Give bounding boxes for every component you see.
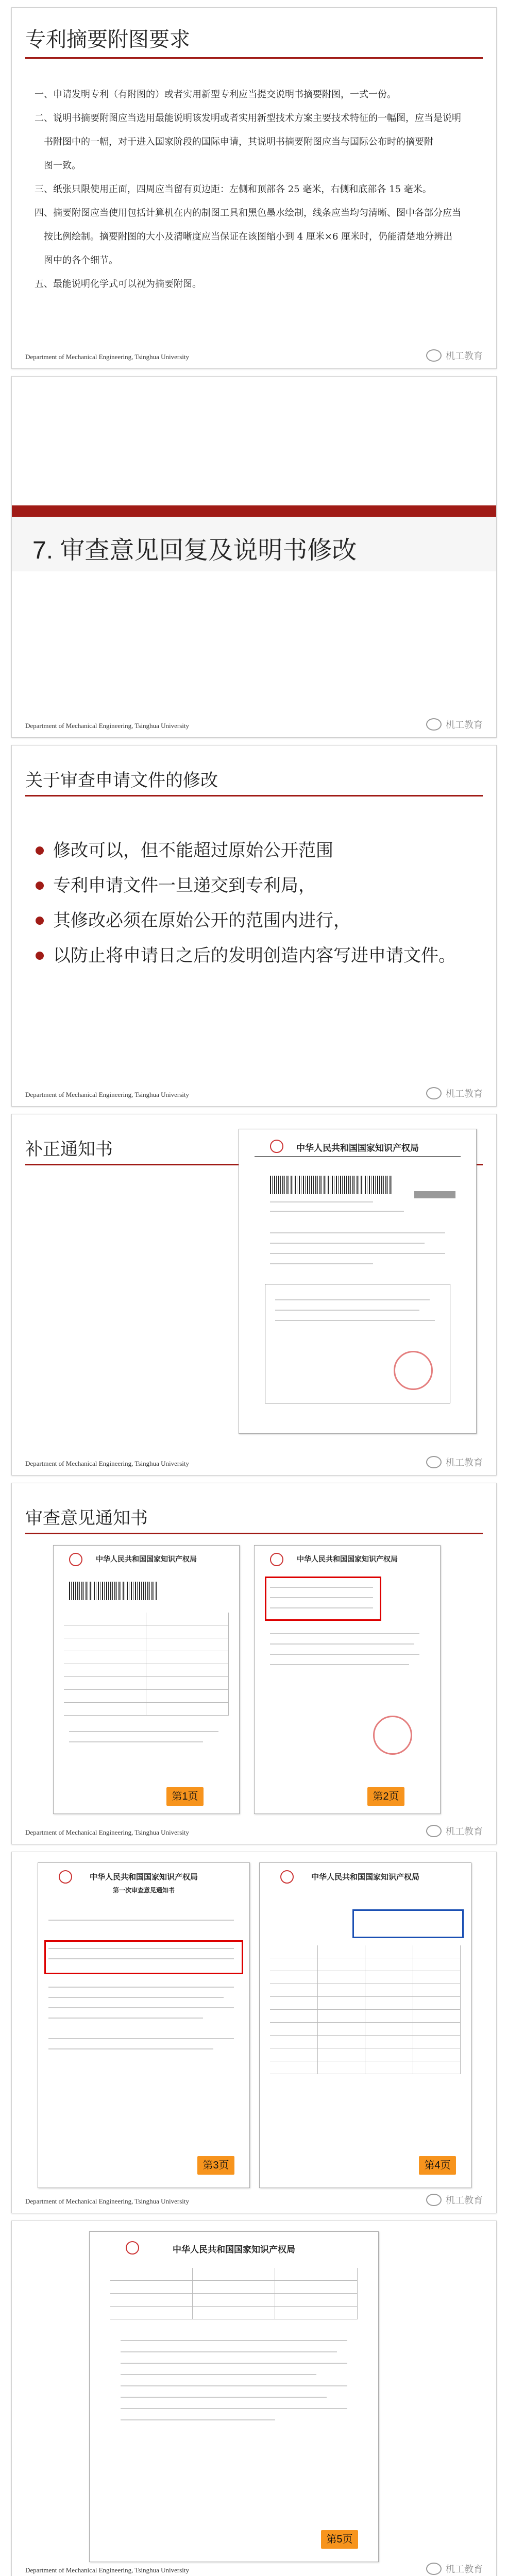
footer-logo	[426, 1824, 483, 1838]
barcode	[270, 1176, 394, 1194]
notice-form-grid	[110, 2268, 358, 2319]
page-label-3: 第3页	[197, 2156, 234, 2175]
grid-row	[270, 1971, 461, 1984]
grid-row	[110, 2281, 358, 2294]
grid-row	[270, 2048, 461, 2061]
document-title: 中华人民共和国国家知识产权局	[96, 1555, 197, 1564]
footer-logo	[426, 718, 483, 731]
logo-text: 机工教育	[446, 2195, 483, 2206]
logo-text: 机工教育	[446, 1458, 483, 1468]
requirement-line: 书附图中的一幅，对于进入国家阶段的国际申请，其说明书摘要附图应当与国际公布时的摘要附	[44, 137, 433, 147]
logo-text: 机工教育	[446, 2564, 483, 2575]
doc-text-line	[121, 2363, 347, 2364]
doc-text-line	[48, 1987, 234, 1988]
reference-table	[270, 1945, 461, 2074]
doc-text-line	[121, 2408, 347, 2409]
document-title: 中华人民共和国国家知识产权局	[296, 1143, 419, 1154]
doc-text-line	[48, 2038, 234, 2039]
requirements-list	[35, 83, 478, 296]
logo-text: 机工教育	[446, 1826, 483, 1837]
page-label-1: 第1页	[166, 1787, 204, 1806]
doc-text-line	[69, 1731, 218, 1732]
doc-text-line	[121, 2351, 337, 2352]
bullet-dot-icon	[36, 846, 44, 855]
logo-icon	[426, 2194, 442, 2206]
bullet-text: 修改可以，但不能超过原始公开范围	[53, 841, 333, 860]
footer-logo	[426, 349, 483, 362]
doc-text-line	[414, 1191, 455, 1198]
slide-title: 审查意见通知书	[25, 1509, 148, 1528]
page-label-5: 第5页	[321, 2530, 358, 2549]
bullet-dot-icon	[36, 882, 44, 890]
slide-correction-notice	[11, 1114, 497, 1476]
title-underline	[25, 795, 483, 796]
slide-title: 补正通知书	[25, 1140, 113, 1159]
logo-text: 机工教育	[446, 351, 483, 362]
footer-department: Department of Mechanical Engineering, Tsinghua University	[25, 1828, 189, 1836]
grid-row	[110, 2307, 358, 2319]
requirement-line: 按比例绘制。摘要附图的大小及清晰度应当保证在该图缩小到 4 厘米×6 厘米时，仍能清楚地分辨出	[44, 231, 453, 242]
requirement-line: 一、申请发明专利（有附图的）或者实用新型专利应当提交说明书摘要附图，一式一份。	[35, 89, 396, 100]
document-subtitle: 第一次审查意见通知书	[112, 1887, 175, 1894]
footer-department: Department of Mechanical Engineering, Tsinghua University	[25, 1091, 189, 1098]
doc-text-line	[121, 2374, 316, 2375]
grid-row	[64, 1703, 229, 1716]
grid-row	[270, 1984, 461, 1997]
doc-text-line	[48, 1920, 234, 1921]
doc-text-line	[270, 1597, 373, 1598]
requirement-line: 四、摘要附图应当使用包括计算机在内的制图工具和黑色墨水绘制，线条应当均匀清晰、图中各部分应当	[35, 208, 461, 218]
slide-title: 关于审查申请文件的修改	[25, 771, 218, 790]
document-title: 中华人民共和国国家知识产权局	[297, 1555, 398, 1564]
footer-department: Department of Mechanical Engineering, Tsinghua University	[25, 353, 189, 361]
grid-row	[270, 2023, 461, 2036]
bullet-text: 专利申请文件一旦递交到专利局，	[53, 876, 316, 895]
doc-text-line	[48, 2018, 203, 2019]
footer-logo	[426, 1455, 483, 1469]
doc-text-line	[275, 1320, 435, 1321]
official-seal-icon	[394, 1351, 433, 1390]
doc-text-line	[275, 1299, 430, 1300]
footer-logo	[426, 2193, 483, 2207]
doc-text-line	[48, 1948, 234, 1949]
doc-text-line	[121, 2385, 347, 2386]
grid-row	[64, 1638, 229, 1651]
bullet-text: 其修改必须在原始公开的范围内进行，	[53, 911, 351, 930]
slide-examination-details	[11, 1852, 497, 2213]
grid-row	[64, 1664, 229, 1677]
grid-row	[270, 2036, 461, 2048]
logo-icon	[426, 349, 442, 362]
bullet-item	[36, 938, 479, 973]
section-title: 7. 审查意见回复及说明书修改	[32, 537, 357, 564]
grid-row	[64, 1651, 229, 1664]
doc-text-line	[270, 1587, 373, 1588]
footer-department: Department of Mechanical Engineering, Tsinghua University	[25, 722, 189, 730]
doc-text-line	[48, 2048, 213, 2049]
slide-section-divider	[11, 376, 497, 738]
footer-logo	[426, 2562, 483, 2575]
bullet-dot-icon	[36, 952, 44, 960]
barcode	[69, 1582, 157, 1600]
doc-text-line	[69, 1741, 203, 1742]
grid-row	[110, 2294, 358, 2307]
requirement-line: 图中的各个细节。	[44, 255, 118, 266]
doc-text-line	[48, 2007, 234, 2008]
grid-row	[64, 1690, 229, 1703]
doc-text-line	[275, 1310, 419, 1311]
slide-abstract-figure-requirements	[11, 7, 497, 369]
slide-examination-notice	[11, 1483, 497, 1844]
doc-rule	[255, 1156, 461, 1157]
requirement-line: 三、纸张只限使用正面，四周应当留有页边距：左侧和顶部各 25 毫米，右侧和底部各 15 毫米。	[35, 184, 432, 195]
doc-text-line	[121, 2419, 275, 2420]
amendment-bullets	[36, 833, 479, 973]
notice-page-3	[38, 1862, 250, 2188]
notice-page-1	[53, 1545, 240, 1814]
page-label-2: 第2页	[367, 1787, 404, 1806]
bullet-item	[36, 903, 479, 938]
correction-notice-document	[239, 1129, 477, 1434]
highlight-box	[265, 1577, 381, 1621]
notice-form-grid	[64, 1613, 229, 1716]
notice-page-5	[89, 2231, 379, 2562]
logo-icon	[426, 1825, 442, 1837]
bullet-item	[36, 868, 479, 903]
slide-title: 专利摘要附图要求	[25, 28, 190, 51]
footer-department: Department of Mechanical Engineering, Tsinghua University	[25, 1460, 189, 1467]
notice-page-2	[254, 1545, 441, 1814]
doc-text-line	[121, 2340, 347, 2341]
title-underline	[25, 1533, 483, 1534]
grid-row	[270, 2010, 461, 2023]
slide-amendment-rules	[11, 745, 497, 1107]
logo-icon	[426, 1456, 442, 1468]
grid-row	[64, 1677, 229, 1690]
grid-row	[270, 1958, 461, 1971]
footer-department: Department of Mechanical Engineering, Tsinghua University	[25, 2197, 189, 2205]
doc-text-line	[121, 2397, 327, 2398]
logo-icon	[426, 2563, 442, 2575]
notice-page-4	[259, 1862, 471, 2188]
logo-text: 机工教育	[446, 720, 483, 731]
section-accent-bar	[12, 505, 496, 517]
logo-text: 机工教育	[446, 1089, 483, 1099]
doc-text-line	[270, 1263, 373, 1264]
bullet-item	[36, 833, 479, 868]
slide-examination-page-5	[11, 2221, 497, 2576]
doc-text-line	[270, 1232, 445, 1233]
document-title: 中华人民共和国国家知识产权局	[173, 2245, 295, 2255]
grid-row	[270, 1945, 461, 1958]
official-seal-icon	[373, 1716, 412, 1755]
doc-text-line	[48, 1958, 234, 1959]
logo-icon	[426, 718, 442, 731]
document-title: 中华人民共和国国家知识产权局	[89, 1872, 198, 1882]
grid-row	[64, 1613, 229, 1625]
doc-text-line	[270, 1654, 419, 1655]
doc-text-line	[270, 1253, 445, 1254]
footer-department: Department of Mechanical Engineering, Tsinghua University	[25, 2566, 189, 2574]
requirement-line: 图一致。	[44, 160, 81, 171]
highlight-box	[44, 1940, 243, 1974]
doc-text-line	[270, 1607, 373, 1608]
highlight-box	[352, 1909, 464, 1938]
grid-row	[270, 2061, 461, 2074]
doc-text-line	[270, 1211, 404, 1212]
requirement-line: 二、说明书摘要附图应当选用最能说明该发明或者实用新型技术方案主要技术特征的一幅图，应当是说明	[35, 113, 461, 124]
doc-text-line	[48, 1997, 224, 1998]
footer-logo	[426, 1087, 483, 1100]
document-title: 中华人民共和国国家知识产权局	[311, 1872, 419, 1882]
bullet-text: 以防止将申请日之后的发明创造内容写进申请文件。	[53, 946, 456, 965]
doc-text-line	[270, 1201, 373, 1202]
requirement-line: 五、最能说明化学式可以视为摘要附图。	[35, 279, 201, 290]
grid-row	[270, 1997, 461, 2010]
logo-icon	[426, 1087, 442, 1099]
grid-row	[64, 1625, 229, 1638]
bullet-dot-icon	[36, 917, 44, 925]
doc-text-line	[270, 1633, 419, 1634]
doc-text-line	[270, 1643, 414, 1645]
page-label-4: 第4页	[419, 2156, 456, 2175]
grid-row	[110, 2268, 358, 2281]
doc-text-line	[270, 1664, 409, 1665]
title-underline	[25, 57, 483, 59]
doc-text-line	[270, 1243, 425, 1244]
